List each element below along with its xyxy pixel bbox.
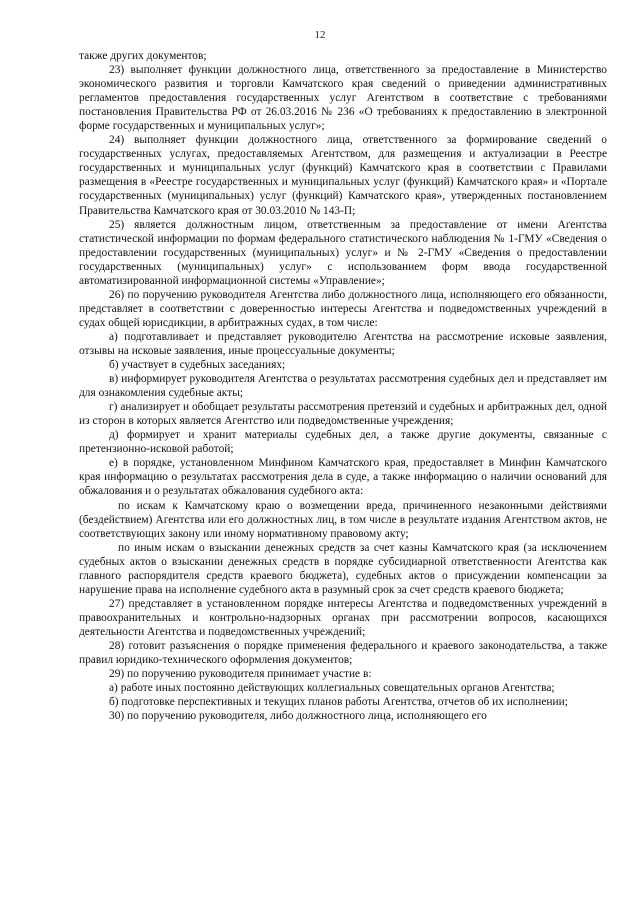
paragraph-item-27: 27) представляет в установленном порядке интересы Агентства и подведомственных учреждений в правоохранительных и контрольно-надзорных органах при рассмотрении вопросов, касающихся деятельности Агентства и подведомственных учреждений;: [79, 597, 607, 638]
paragraph-clause: по искам к Камчатскому краю о возмещении вреда, причиненного незаконными действиями (бездействием) Агентства или его должностных лиц, в том числе в результате издания Агентством актов, не соответствующих закону или иному нормативному правовому акту;: [79, 499, 607, 540]
page-number: 12: [314, 29, 326, 41]
paragraph-subitem-b: б) участвует в судебных заседаниях;: [109, 359, 286, 372]
paragraph-subitem-g: г) анализирует и обобщает результаты рассмотрения претензий и судебных и арбитражных дел, одной из сторон в которых является Агентство или подведомственные учреждения;: [79, 401, 607, 428]
paragraph-subitem-b: б) подготовке перспективных и текущих планов работы Агентства, отчетов об их исполнении;: [109, 696, 568, 709]
paragraph-subitem-v: в) информирует руководителя Агентства о результатах рассмотрения судебных дел и представляет им для ознакомления судебные акты;: [79, 373, 607, 400]
paragraph-item-28: 28) готовит разъяснения о порядке применения федерального и краевого законодательства, а также правил юридико-технического оформления документов;: [79, 639, 607, 667]
paragraph-item-24: 24) выполняет функции должностного лица, ответственного за формирование сведений о государственных услугах, предоставляемых Агентством, для размещения и актуализации в Реестре государственных и муниципальных услуг (функций) Камчатского края в соответствии с Правилами размещения в «Реестре государственных и муниципальных услуг (функций) Камчатского края» и «Портале государственных (муниципальных) услуг (функций) Камчатского края», утвержденных постановлением Правительства Камчатского края от 30.03.2010 № 143-П;: [79, 134, 607, 217]
paragraph-item-30: 30) по поручению руководителя, либо должностного лица, исполняющего его: [109, 710, 487, 723]
document-body: [79, 49, 607, 723]
paragraph-subitem-d: д) формирует и хранит материалы судебных дел, а также другие документы, связанные с претензионно-исковой работой;: [79, 429, 607, 456]
paragraph-subitem-a: а) работе иных постоянно действующих коллегиальных совещательных органов Агентства;: [109, 682, 555, 695]
paragraph-item-29: 29) по поручению руководителя принимает участие в:: [109, 668, 372, 681]
paragraph-subitem-e: е) в порядке, установленном Минфином Камчатского края, предоставляет в Минфин Камчатского края информацию о результатах рассмотрения дела в суде, а также информацию о наличии оснований для обжалования и о результатах обжалования судебного акта:: [79, 457, 607, 498]
paragraph-subitem-a: а) подготавливает и представляет руководителю Агентства на рассмотрение исковые заявления, отзывы на исковые заявления, иные процессуальные документы;: [79, 330, 607, 357]
paragraph-item-25: 25) является должностным лицом, ответственным за предоставление от имени Агентства статистической информации по формам федерального статистического наблюдения № 1-ГМУ «Сведения о предоставлении государственных (муниципальных) услуг» и № 2-ГМУ «Сведения о предоставлении государственных (муниципальных) услуг» с использованием форм ввода государственной автоматизированной информационной системы «Управление»;: [79, 218, 607, 287]
paragraph-clause: по иным искам о взыскании денежных средств за счет казны Камчатского края (за исключением судебных актов о взыскании денежных средств в порядке субсидиарной ответственности Агентства как главного распорядителя средств краевого бюджета), судебных актов о присуждении компенсации за нарушение права на исполнение судебного акта в разумный срок за счет средств краевого бюджета;: [79, 541, 607, 596]
paragraph-item-26: 26) по поручению руководителя Агентства либо должностного лица, исполняющего его обязанности, представляет в соответствии с доверенностью интересы Агентства и подведомственных учреждений в судах общей юрисдикции, в арбитражных судах, в том числе:: [79, 288, 607, 329]
paragraph: также других документов;: [79, 50, 207, 62]
paragraph-item-23: 23) выполняет функции должностного лица, ответственного за предоставление в Министерство экономического развития и торговли Камчатского края сведений о приведении административных регламентов предоставления государственных услуг Агентством в соответствие с требованиями постановления Правительства РФ от 26.03.2016 № 236 «О требованиях к предоставлению в электронной форме государственных и муниципальных услуг»;: [79, 64, 607, 133]
